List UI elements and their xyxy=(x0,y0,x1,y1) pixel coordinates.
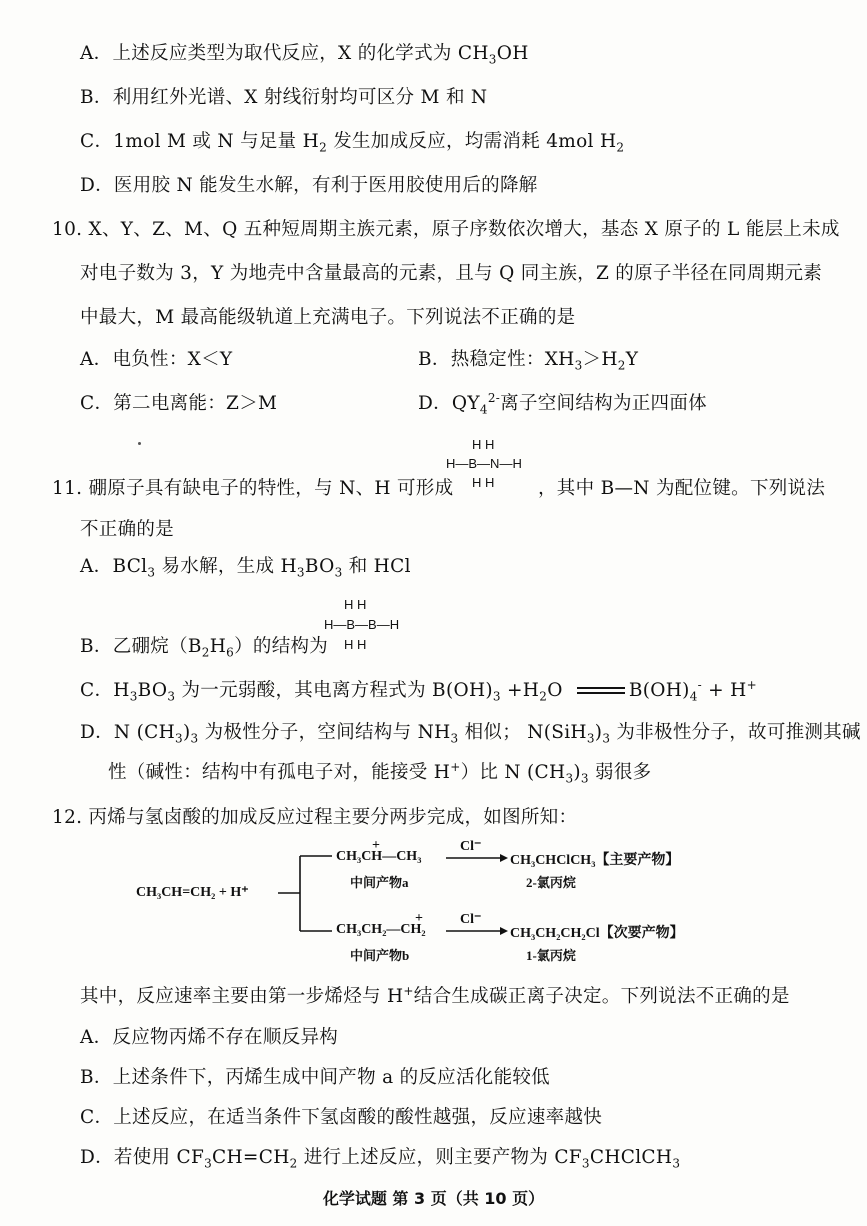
diborane-structure: H H H—B—B—H H H xyxy=(324,597,400,652)
intermediate-b: CH₃CH₂—CH₂ xyxy=(336,922,426,937)
q12-option-d: D．若使用 $CF_3CH=CH_2$ 进行上述反应，则主要产物为 $CF_3CHClCH_3$ xyxy=(80,1147,681,1171)
q12-stem-line1: 12. 丙烯与氢卤酸的加成反应过程主要分两步完成，如图所知： xyxy=(52,807,578,828)
q12-option-b: B．上述条件下，丙烯生成中间产物 a 的反应活化能较低 xyxy=(80,1067,550,1088)
page-footer: 化学试题 第 3 页（共 10 页） xyxy=(322,1189,545,1208)
q11-stem-line1b: ，其中 B—N 为配位键。下列说法 xyxy=(538,478,826,499)
chloride-ion-b: Cl⁻ xyxy=(460,912,482,927)
q12-stem-line2: 其中，反应速率主要由第一步烯烃与 H+结合生成碳正离子决定。下列说法不正确的是 xyxy=(80,983,790,1007)
q12-option-a: A．反应物丙烯不存在顺反异构 xyxy=(80,1027,339,1048)
q12-option-c: C．上述反应，在适当条件下氢卤酸的酸性越强，反应速率越快 xyxy=(80,1107,603,1128)
q11-option-c: C．$H_3BO_3$ 为一元弱酸，其电离方程式为 $B(OH)_3 +H_2O$ $B(OH)_4^- + H^+$ xyxy=(80,677,757,704)
q10-option-c: C．第二电离能：Z＞M xyxy=(80,393,278,414)
q9-option-c: C．1mol M 或 N 与足量 $H_2$ 发生加成反应，均需消耗 4mol $H_2$ xyxy=(80,131,625,155)
intermediate-a-label: 中间产物a xyxy=(350,875,409,890)
q10-option-a: A．电负性：X＜Y xyxy=(80,349,233,370)
q9-option-b: B．利用红外光谱、X 射线衍射均可区分 M 和 N xyxy=(80,87,488,108)
product-a: CH₃CHClCH₃【主要产物】 xyxy=(510,853,680,868)
product-b-label: 1-氯丙烷 xyxy=(526,948,576,963)
q10-stem-line2: 对电子数为 3，Y 为地壳中含量最高的元素，且与 Q 同主族，Z 的原子半径在同周期元素 xyxy=(80,263,823,284)
q10-stem-line3: 中最大，M 最高能级轨道上充满电子。下列说法不正确的是 xyxy=(80,307,576,328)
q10-stem-line1: 10. X、Y、Z、M、Q 五种短周期主族元素，原子序数依次增大，基态 X 原子的 L 能层上未成 xyxy=(52,219,840,240)
q11-option-d-line2: 性（碱性：结构中有孤电子对，能接受 H+）比 N $(CH_3)_3$ 弱很多 xyxy=(108,759,652,786)
q11-stem-line1a: 11. 硼原子具有缺电子的特性，与 N、H 可形成 xyxy=(52,478,454,499)
q9-option-a: A．上述反应类型为取代反应，X 的化学式为 $CH_3OH$ xyxy=(80,43,529,67)
product-a-label: 2-氯丙烷 xyxy=(526,875,576,890)
q11-option-d-line1: D．N $(CH_3)_3$ 为极性分子，空间结构与 $NH_3$ 相似； $N(SiH_3)_3$ 为非极性分子，故可推测其碱 xyxy=(80,722,861,746)
amine-borane-structure: H H H—B—N—H H H xyxy=(446,437,522,490)
reactant-propene: CH₃CH=CH₂ + H⁺ xyxy=(136,885,249,900)
q11-option-b: B．乙硼烷$(B_2H_6)$的结构为 xyxy=(80,636,329,660)
q10-option-b: B．热稳定性：$XH_3>H_2Y$ xyxy=(418,349,639,373)
intermediate-a: CH₃CH—CH₃ xyxy=(336,849,422,864)
intermediate-b-charge: + xyxy=(415,911,423,926)
chloride-ion-a: Cl⁻ xyxy=(460,839,482,854)
q9-option-d: D．医用胶 N 能发生水解，有利于医用胶使用后的降解 xyxy=(80,175,538,196)
intermediate-b-label: 中间产物b xyxy=(350,948,410,963)
q11-option-a: A．BCl$_3$ 易水解，生成 $H_3BO_3$ 和 HCl xyxy=(80,556,411,580)
product-b: CH₃CH₂CH₂Cl【次要产物】 xyxy=(510,926,684,941)
q10-option-d: D．$QY_4^{2-}$离子空间结构为正四面体 xyxy=(418,390,707,417)
intermediate-a-charge: + xyxy=(372,838,380,853)
q11-stem-line2: 不正确的是 xyxy=(80,519,175,540)
